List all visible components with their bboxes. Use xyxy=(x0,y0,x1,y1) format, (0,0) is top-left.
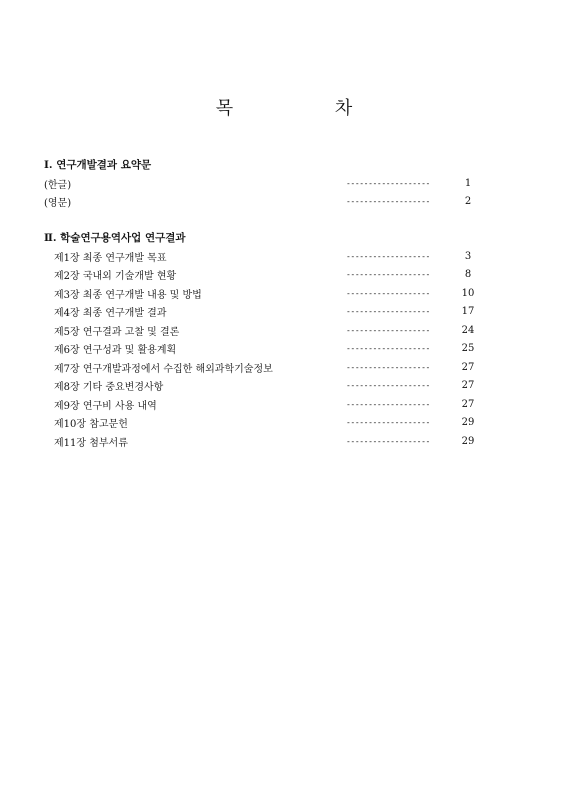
section-heading-summary: Ⅰ. 연구개발결과 요약문 xyxy=(44,159,152,171)
toc-entry-label: 제3장 최종 연구개발 내용 및 방법 xyxy=(54,289,202,301)
section-spacer xyxy=(44,211,484,229)
toc-entry[interactable] xyxy=(44,432,484,451)
toc-page-number: 3 xyxy=(464,250,472,262)
toc-entry-label: 제4장 최종 연구개발 결과 xyxy=(54,308,167,320)
toc-page-number: 25 xyxy=(461,343,475,355)
toc-page-number: 27 xyxy=(461,398,475,410)
toc-entry-label: (한글) xyxy=(44,179,72,191)
toc-page-number: 2 xyxy=(464,196,472,208)
toc-entry-label: 제6장 연구성과 및 활용계획 xyxy=(54,345,177,357)
toc-entry-label: 제8장 기타 중요변경사항 xyxy=(54,382,164,394)
toc-leader: ------------------- xyxy=(346,381,430,391)
toc-entry[interactable] xyxy=(44,284,484,303)
toc-entry-label: 제9장 연구비 사용 내역 xyxy=(54,400,157,412)
toc-page-number: 27 xyxy=(461,380,475,392)
toc-entry[interactable] xyxy=(44,395,484,414)
toc-entry-label: (영문) xyxy=(44,198,72,210)
toc-leader: ------------------- xyxy=(346,288,430,298)
toc-entry[interactable] xyxy=(44,414,484,433)
toc-page-number: 10 xyxy=(461,287,475,299)
page-title: 목 차 xyxy=(215,98,401,119)
toc-page-number: 27 xyxy=(461,361,475,373)
toc-entry[interactable] xyxy=(44,358,484,377)
toc-leader: ------------------- xyxy=(346,178,430,188)
toc-leader: ------------------- xyxy=(346,436,430,446)
toc-leader: ------------------- xyxy=(346,325,430,335)
toc-leader: ------------------- xyxy=(346,362,430,372)
toc-entry[interactable] xyxy=(44,266,484,285)
toc-entry[interactable] xyxy=(44,340,484,359)
toc-page-number: 1 xyxy=(464,177,472,189)
toc-entry-label: 제1장 최종 연구개발 목표 xyxy=(54,252,167,264)
toc-entry[interactable] xyxy=(44,174,484,193)
section-heading-results: Ⅱ. 학술연구용역사업 연구결과 xyxy=(44,232,186,244)
toc-entry[interactable] xyxy=(44,321,484,340)
toc-entry-label: 제10장 참고문헌 xyxy=(54,419,128,431)
toc-entry-label: 제7장 연구개발과정에서 수집한 해외과학기술정보 xyxy=(54,363,273,375)
toc-leader: ------------------- xyxy=(346,251,430,261)
toc-leader: ------------------- xyxy=(346,418,430,428)
toc-leader: ------------------- xyxy=(346,307,430,317)
toc-entry[interactable] xyxy=(44,377,484,396)
toc-leader: ------------------- xyxy=(346,399,430,409)
toc-entry-label: 제11장 첨부서류 xyxy=(54,437,128,449)
toc-page-number: 17 xyxy=(461,306,475,318)
toc-page-number: 24 xyxy=(461,324,475,336)
toc-page-number: 29 xyxy=(461,435,475,447)
toc-leader: ------------------- xyxy=(346,197,430,207)
toc-entry[interactable] xyxy=(44,303,484,322)
toc-entry[interactable] xyxy=(44,193,484,212)
toc-leader: ------------------- xyxy=(346,270,430,280)
toc-page-number: 8 xyxy=(464,269,472,281)
toc-entry[interactable] xyxy=(44,247,484,266)
toc-entry-label: 제2장 국내외 기술개발 현황 xyxy=(54,271,177,283)
toc-entry-label: 제5장 연구결과 고찰 및 결론 xyxy=(54,326,180,338)
table-of-contents xyxy=(44,156,484,451)
toc-page-number: 29 xyxy=(461,417,475,429)
toc-leader: ------------------- xyxy=(346,344,430,354)
